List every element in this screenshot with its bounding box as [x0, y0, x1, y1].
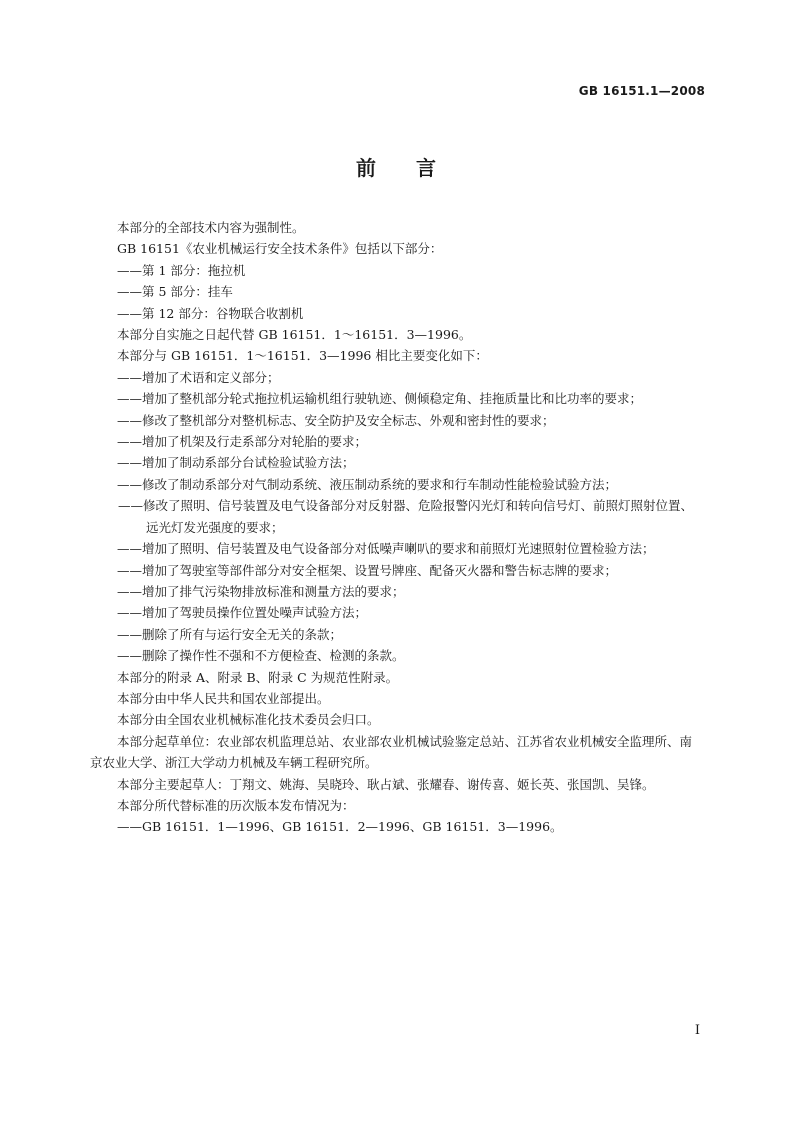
paragraph-changes-intro: 本部分与 GB 16151．1～16151．3—1996 相比主要变化如下： — [117, 348, 488, 364]
change-item: ——删除了所有与运行安全无关的条款； — [117, 626, 343, 642]
change-item: ——修改了制动系部分对气制动系统、液压制动系统的要求和行车制动性能检验试验方法； — [117, 476, 618, 492]
page-number: I — [694, 1023, 700, 1038]
change-item: ——删除了操作性不强和不方便检查、检测的条款。 — [117, 648, 405, 664]
list-item-part-1: ——第 1 部分：拖拉机 — [117, 262, 246, 278]
page-title — [0, 152, 794, 181]
change-item: ——增加了驾驶室等部件部分对安全框架、设置号牌座、配备灭火器和警告标志牌的要求； — [117, 562, 618, 578]
change-item: ——修改了照明、信号装置及电气设备部分对反射器、危险报警闪光灯和转向信号灯、前照灯照射位置、远光灯发光强度的要求； — [118, 498, 694, 535]
standard-code: GB 16151.1—2008 — [578, 84, 705, 98]
title-char-1: 前 — [356, 156, 378, 180]
paragraph-proposed-by: 本部分由中华人民共和国农业部提出。 — [117, 690, 330, 706]
change-item: ——增加了机架及行走系部分对轮胎的要求； — [117, 434, 368, 450]
list-item-part-5: ——第 5 部分：挂车 — [117, 284, 233, 300]
paragraph-centralized-by: 本部分由全国农业机械标准化技术委员会归口。 — [117, 712, 380, 728]
change-item: ——增加了排气污染物排放标准和测量方法的要求； — [117, 583, 405, 599]
paragraph-parts-intro: GB 16151《农业机械运行安全技术条件》包括以下部分： — [117, 241, 443, 257]
foreword-body — [90, 217, 704, 838]
paragraph-drafters: 本部分主要起草人：丁翔文、姚海、吴晓玲、耿占斌、张耀春、谢传喜、姬长英、张国凯、吴锋。 — [117, 776, 655, 792]
change-item: ——修改了整机部分对整机标志、安全防护及安全标志、外观和密封性的要求； — [117, 412, 555, 428]
paragraph-mandatory: 本部分的全部技术内容为强制性。 — [117, 220, 305, 235]
change-item: ——增加了照明、信号装置及电气设备部分对低噪声喇叭的要求和前照灯光速照射位置检验方法； — [117, 541, 655, 557]
change-item: ——增加了整机部分轮式拖拉机运输机组行驶轨迹、侧倾稳定角、挂拖质量比和比功率的要求； — [117, 391, 643, 407]
list-item-previous-edition: ——GB 16151．1—1996、GB 16151．2—1996、GB 16151．3—1996。 — [117, 819, 563, 835]
change-item: ——增加了驾驶员操作位置处噪声试验方法； — [117, 605, 368, 621]
title-char-2: 言 — [416, 156, 438, 180]
paragraph-drafting-units: 本部分起草单位：农业部农机监理总站、农业部农业机械试验鉴定总站、江苏省农业机械安全监理所、南京农业大学、浙江大学动力机械及车辆工程研究所。 — [90, 733, 693, 771]
change-item: ——增加了制动系部分台试检验试验方法； — [117, 455, 355, 471]
paragraph-previous-editions: 本部分所代替标准的历次版本发布情况为： — [117, 797, 355, 813]
paragraph-replaces: 本部分自实施之日起代替 GB 16151．1～16151．3—1996。 — [117, 327, 472, 343]
list-item-part-12: ——第 12 部分：谷物联合收割机 — [117, 305, 304, 321]
paragraph-annexes: 本部分的附录 A、附录 B、附录 C 为规范性附录。 — [117, 669, 399, 685]
change-item: ——增加了术语和定义部分； — [117, 369, 280, 385]
